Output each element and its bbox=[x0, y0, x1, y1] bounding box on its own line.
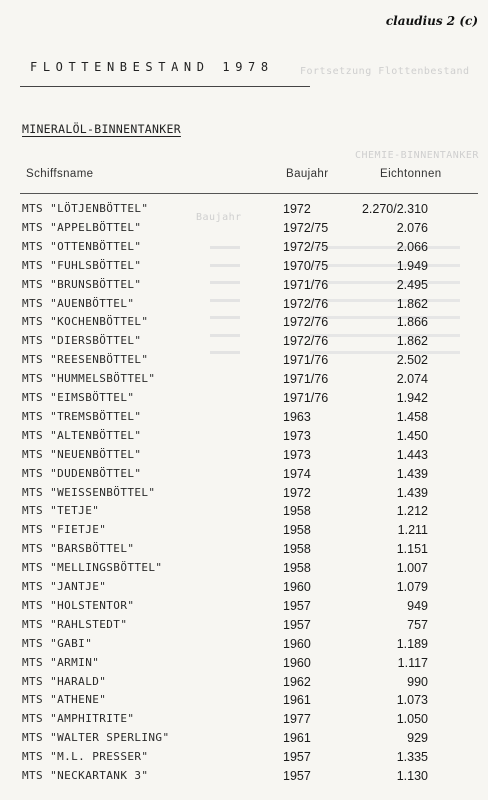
ship-name: MTS "BRUNSBÖTTEL" bbox=[22, 277, 142, 291]
calibration-tons: 1.335 bbox=[396, 750, 428, 765]
build-year: 1972/75 bbox=[283, 220, 329, 235]
table-row bbox=[0, 315, 488, 334]
ship-name: MTS "JANTJE" bbox=[22, 580, 107, 593]
calibration-tons: 1.079 bbox=[396, 580, 428, 594]
ship-name: MTS "OTTENBÖTTEL" bbox=[22, 239, 142, 253]
build-year: 1973 bbox=[283, 447, 311, 462]
calibration-tons: 1.439 bbox=[396, 466, 428, 481]
ship-name: MTS "AMPHITRITE" bbox=[22, 712, 135, 726]
calibration-tons: 2.074 bbox=[396, 372, 428, 387]
bleed-through-text: CHEMIE-BINNENTANKER bbox=[355, 150, 479, 161]
build-year: 1963 bbox=[283, 409, 311, 424]
ship-name: MTS "ATHENE" bbox=[22, 693, 107, 707]
build-year: 1961 bbox=[283, 731, 311, 746]
build-year: 1971/76 bbox=[283, 372, 329, 387]
table-row bbox=[0, 429, 488, 448]
build-year: 1957 bbox=[283, 750, 311, 765]
calibration-tons: 1.212 bbox=[396, 504, 428, 519]
build-year: 1962 bbox=[283, 674, 311, 689]
build-year: 1957 bbox=[283, 598, 311, 613]
build-year: 1958 bbox=[283, 561, 311, 576]
ship-name: MTS "DUDENBÖTTEL" bbox=[22, 466, 142, 480]
calibration-tons: 929 bbox=[407, 731, 428, 746]
calibration-tons: 990 bbox=[407, 674, 428, 689]
calibration-tons: 2.502 bbox=[396, 353, 428, 368]
build-year: 1960 bbox=[283, 636, 311, 651]
table-row bbox=[0, 391, 488, 410]
ship-name: MTS "HARALD" bbox=[22, 674, 107, 688]
table-row bbox=[0, 599, 488, 618]
ship-name: MTS "HUMMELSBÖTTEL" bbox=[22, 372, 156, 386]
table-row bbox=[0, 410, 488, 429]
table-row bbox=[0, 221, 488, 240]
ship-name: MTS "MELLINGSBÖTTEL" bbox=[22, 561, 163, 575]
calibration-tons: 1.439 bbox=[396, 485, 428, 500]
calibration-tons: 1.007 bbox=[396, 561, 428, 576]
calibration-tons: 1.443 bbox=[396, 447, 428, 462]
calibration-tons: 2.066 bbox=[396, 239, 428, 254]
table-row bbox=[0, 486, 488, 505]
table-row bbox=[0, 504, 488, 523]
ship-name: MTS "FIETJE" bbox=[22, 523, 107, 537]
calibration-tons: 2.495 bbox=[396, 277, 428, 292]
build-year: 1971/76 bbox=[283, 277, 329, 292]
bleed-through-text: Baujahr bbox=[196, 212, 242, 223]
ship-name: MTS "DIERSBÖTTEL" bbox=[22, 334, 142, 348]
calibration-tons: 2.076 bbox=[396, 220, 428, 235]
calibration-tons: 1.117 bbox=[397, 655, 428, 670]
calibration-tons: 757 bbox=[407, 617, 428, 632]
table-row bbox=[0, 259, 488, 278]
table-row bbox=[0, 637, 488, 656]
build-year: 1972/76 bbox=[283, 315, 329, 330]
calibration-tons: 1.862 bbox=[396, 296, 428, 311]
ship-name: MTS "TREMSBÖTTEL" bbox=[22, 409, 142, 423]
build-year: 1972 bbox=[283, 485, 311, 500]
title-divider bbox=[20, 86, 310, 87]
build-year: 1957 bbox=[283, 617, 311, 632]
ship-name: MTS "ALTENBÖTTEL" bbox=[22, 428, 142, 442]
calibration-tons: 1.942 bbox=[396, 391, 428, 405]
ship-name: MTS "LÖTJENBÖTTEL" bbox=[22, 202, 149, 215]
ship-name: MTS "WEISSENBÖTTEL" bbox=[22, 485, 156, 499]
build-year: 1973 bbox=[283, 428, 311, 443]
calibration-tons: 1.949 bbox=[396, 258, 428, 273]
ship-name: MTS "NEUENBÖTTEL" bbox=[22, 447, 142, 461]
table-row bbox=[0, 202, 488, 221]
column-header-tons: Eichtonnen bbox=[380, 168, 442, 180]
build-year: 1958 bbox=[283, 523, 311, 538]
ship-name: MTS "BARSBÖTTEL" bbox=[22, 542, 135, 556]
calibration-tons: 1.151 bbox=[396, 542, 428, 557]
column-header-name: Schiffsname bbox=[26, 168, 94, 180]
calibration-tons: 1.211 bbox=[397, 523, 428, 538]
build-year: 1972 bbox=[283, 202, 311, 216]
build-year: 1958 bbox=[283, 504, 311, 519]
ship-name: MTS "HOLSTENTOR" bbox=[22, 598, 135, 612]
table-row bbox=[0, 542, 488, 561]
ship-name: MTS "RAHLSTEDT" bbox=[22, 617, 128, 631]
build-year: 1958 bbox=[283, 542, 311, 557]
ship-name: MTS "REESENBÖTTEL" bbox=[22, 353, 149, 367]
build-year: 1971/76 bbox=[283, 391, 329, 405]
page-title: FLOTTENBESTAND 1978 bbox=[30, 60, 274, 74]
ship-name: MTS "NECKARTANK 3" bbox=[22, 769, 149, 782]
table-row bbox=[0, 750, 488, 769]
table-row bbox=[0, 467, 488, 486]
ship-name: MTS "WALTER SPERLING" bbox=[22, 731, 170, 745]
calibration-tons: 2.270/2.310 bbox=[361, 202, 428, 216]
build-year: 1970/75 bbox=[283, 258, 329, 273]
ship-name: MTS "M.L. PRESSER" bbox=[22, 750, 149, 764]
ship-name: MTS "GABI" bbox=[22, 636, 93, 650]
table-row bbox=[0, 693, 488, 712]
calibration-tons: 1.450 bbox=[396, 428, 428, 443]
column-header-year: Baujahr bbox=[286, 168, 329, 180]
build-year: 1960 bbox=[283, 580, 311, 594]
calibration-tons: 1.866 bbox=[396, 315, 428, 330]
table-row bbox=[0, 297, 488, 316]
build-year: 1977 bbox=[283, 712, 311, 727]
ship-name: MTS "EIMSBÖTTEL" bbox=[22, 391, 135, 404]
header-divider bbox=[20, 193, 478, 194]
ship-name: MTS "KOCHENBÖTTEL" bbox=[22, 315, 149, 329]
build-year: 1957 bbox=[283, 769, 311, 783]
table-row bbox=[0, 334, 488, 353]
signature: claudius 2 (c) bbox=[385, 14, 478, 28]
table-row bbox=[0, 731, 488, 750]
table-row bbox=[0, 656, 488, 675]
table-row bbox=[0, 675, 488, 694]
table-row bbox=[0, 240, 488, 259]
ship-name: MTS "FUHLSBÖTTEL" bbox=[22, 258, 142, 272]
ship-name: MTS "APPELBÖTTEL" bbox=[22, 220, 142, 234]
table-row bbox=[0, 353, 488, 372]
table-row bbox=[0, 580, 488, 599]
calibration-tons: 1.130 bbox=[396, 769, 428, 783]
calibration-tons: 1.073 bbox=[396, 693, 428, 708]
calibration-tons: 949 bbox=[407, 598, 428, 613]
table-row bbox=[0, 523, 488, 542]
build-year: 1974 bbox=[283, 466, 311, 481]
build-year: 1971/76 bbox=[283, 353, 329, 368]
calibration-tons: 1.050 bbox=[396, 712, 428, 727]
ship-name: MTS "ARMIN" bbox=[22, 655, 100, 669]
calibration-tons: 1.458 bbox=[396, 409, 428, 424]
section-heading: MINERALÖL-BINNENTANKER bbox=[22, 122, 181, 136]
calibration-tons: 1.862 bbox=[396, 334, 428, 349]
table-row bbox=[0, 712, 488, 731]
ship-name: MTS "TETJE" bbox=[22, 504, 100, 518]
build-year: 1972/76 bbox=[283, 334, 329, 349]
table-row bbox=[0, 448, 488, 467]
table-row bbox=[0, 561, 488, 580]
table-row bbox=[0, 769, 488, 788]
ship-name: MTS "AUENBÖTTEL" bbox=[22, 296, 135, 310]
build-year: 1960 bbox=[283, 655, 311, 670]
build-year: 1972/76 bbox=[283, 296, 329, 311]
table-row bbox=[0, 372, 488, 391]
calibration-tons: 1.189 bbox=[396, 636, 428, 651]
table-row bbox=[0, 618, 488, 637]
table-row bbox=[0, 278, 488, 297]
build-year: 1972/75 bbox=[283, 239, 329, 254]
bleed-through-text: Fortsetzung Flottenbestand bbox=[300, 66, 470, 77]
build-year: 1961 bbox=[283, 693, 311, 708]
